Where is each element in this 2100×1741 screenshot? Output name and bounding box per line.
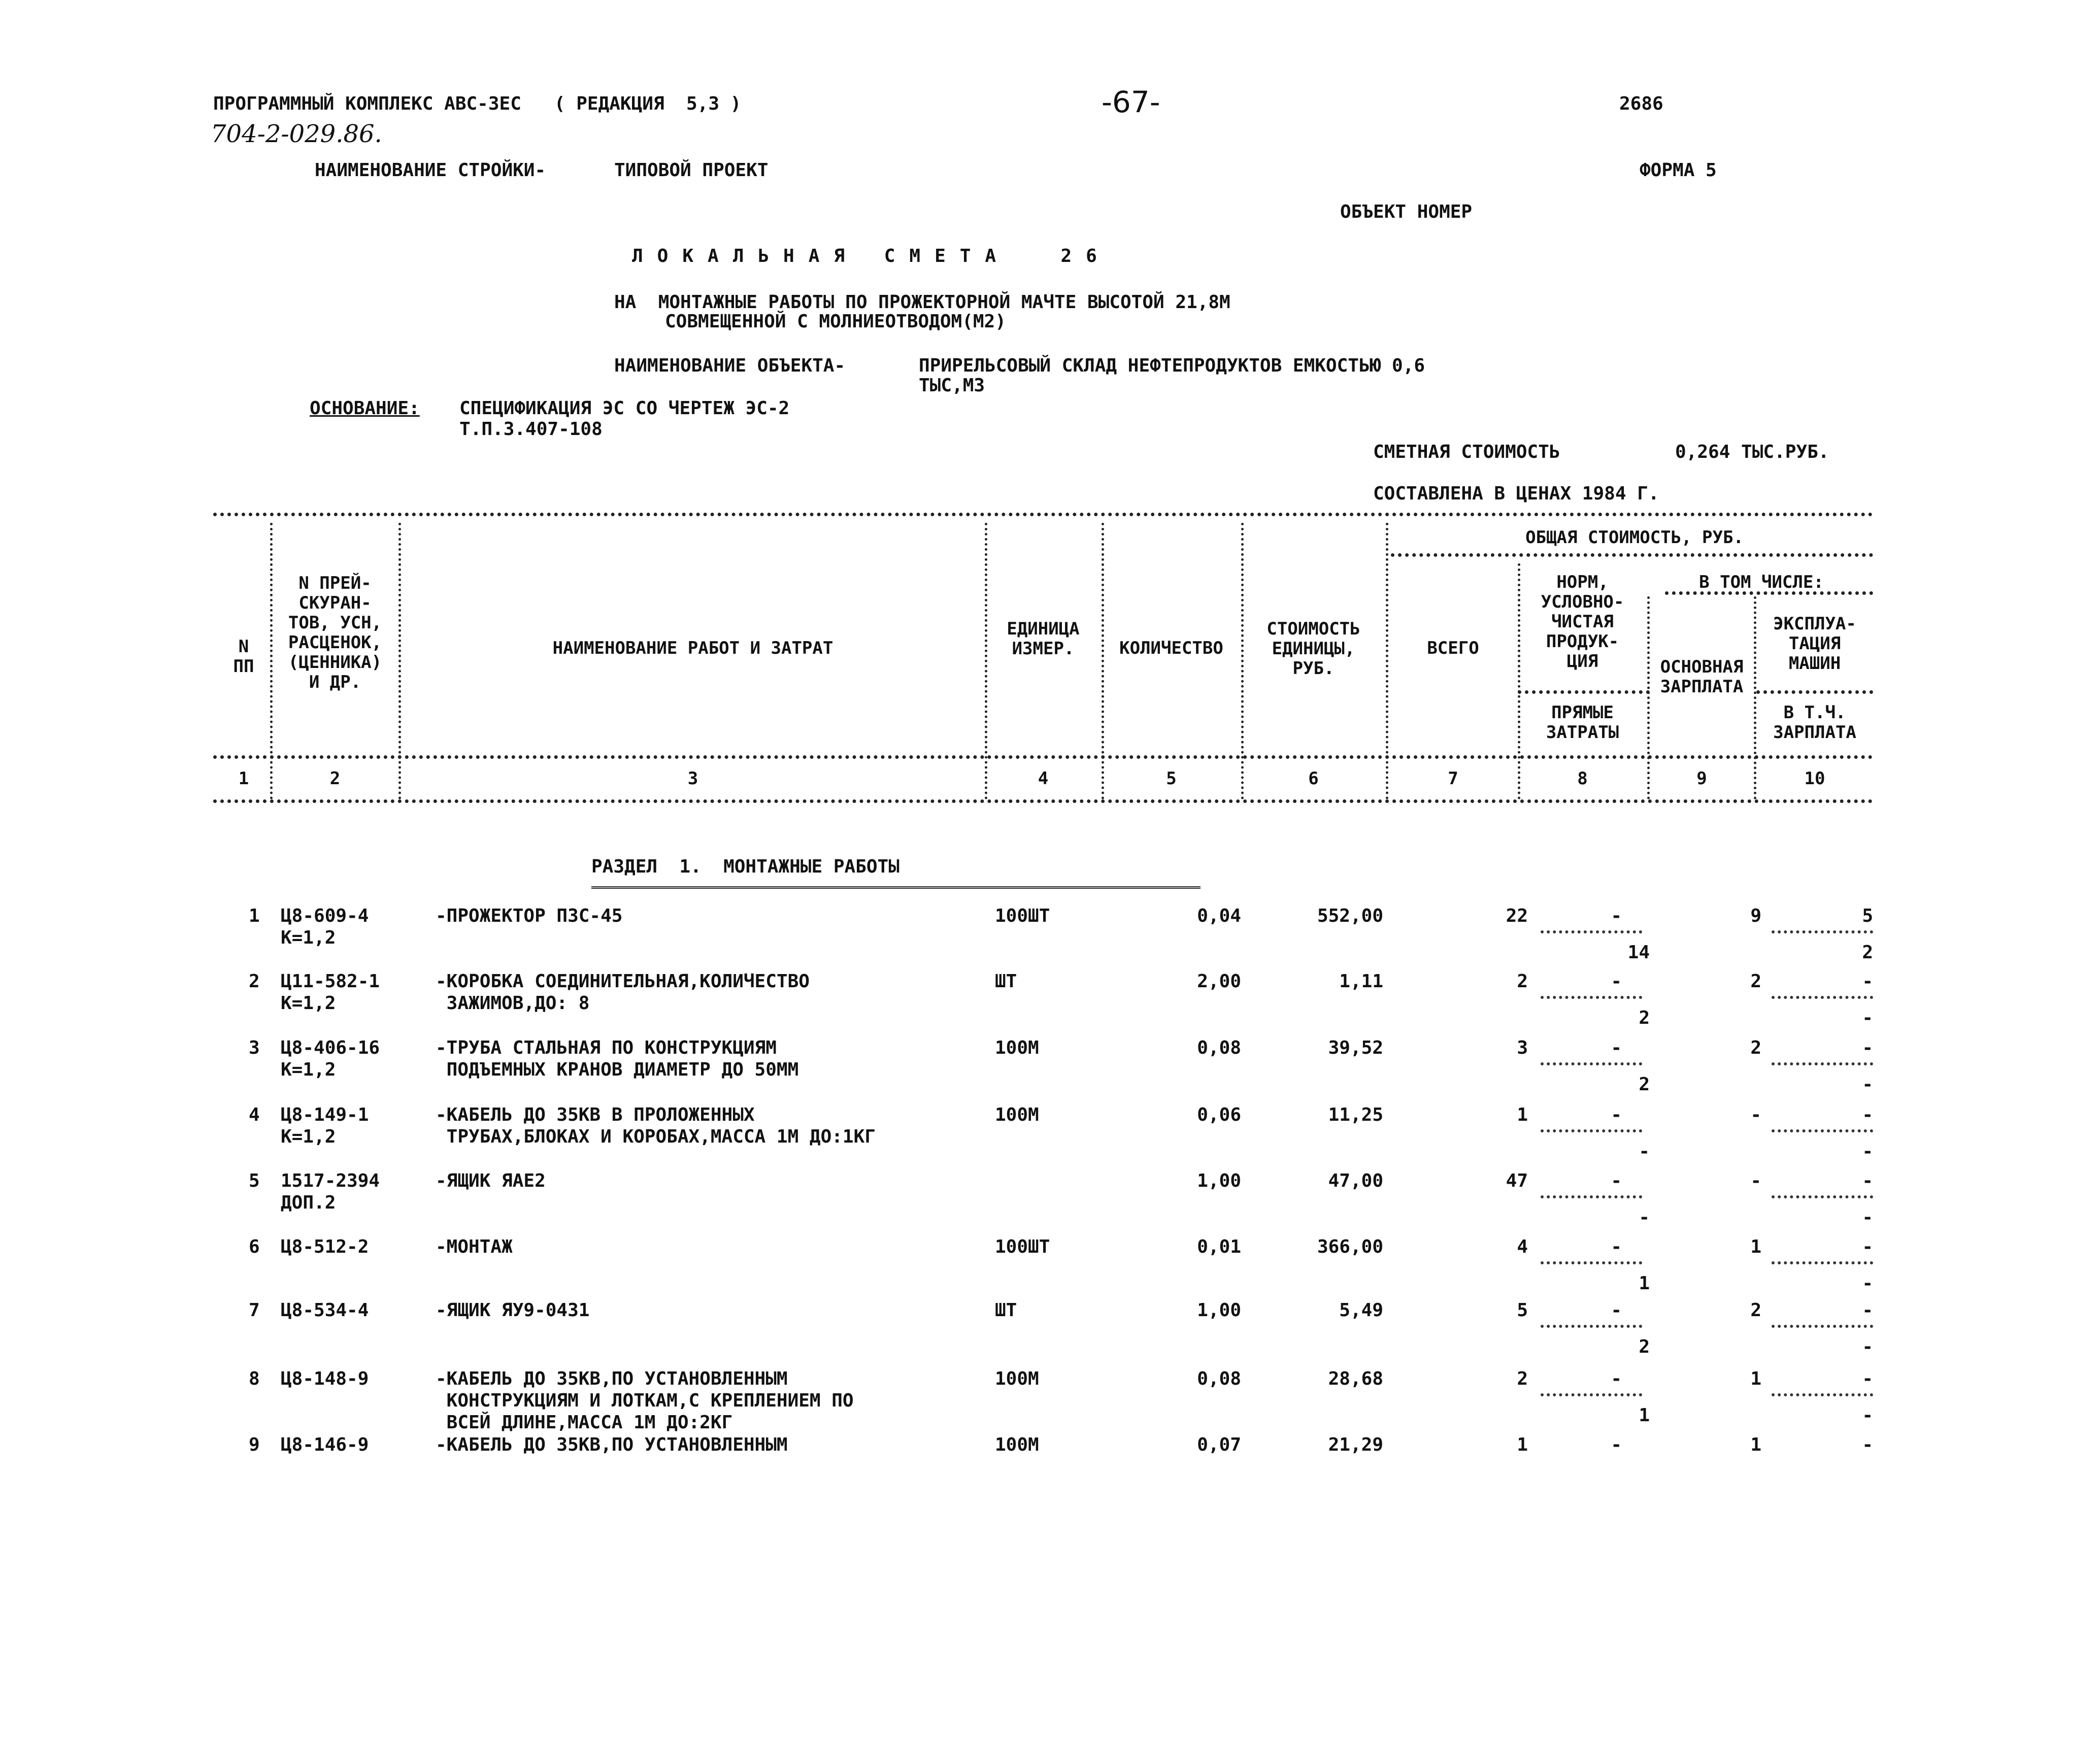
col-number-1: 1 — [238, 768, 249, 789]
row-name: -КАБЕЛЬ ДО 35КВ В ПРОЛОЖЕННЫХ ТРУБАХ,БЛОКАХ И КОРОБАХ,МАССА 1М ДО:1КГ — [436, 1104, 876, 1148]
row-col10-divider — [1772, 996, 1873, 999]
header-col-4: ЕДИНИЦА ИЗМЕР. — [1007, 619, 1080, 659]
row-unit-price: 28,68 — [1328, 1368, 1383, 1389]
row-unit: 100ШТ — [995, 906, 1050, 926]
col-number-10: 10 — [1804, 768, 1825, 789]
form-label: ФОРМА 5 — [1640, 160, 1717, 181]
row-col10-divider — [1772, 1393, 1873, 1396]
row-col10-divider — [1772, 1325, 1873, 1328]
row-col10-divider — [1772, 1195, 1873, 1198]
row-col9: - — [1750, 1170, 1761, 1191]
row-col10: - — [1862, 1037, 1873, 1058]
row-quantity: 2,00 — [1197, 971, 1241, 992]
table-top-rule — [213, 513, 1873, 516]
basis-value-2: Т.П.3.407-108 — [459, 419, 603, 440]
col-sep-4 — [1102, 523, 1104, 799]
row-col8: - — [1611, 971, 1622, 992]
row-name: -ТРУБА СТАЛЬНАЯ ПО КОНСТРУКЦИЯМ ПОДЪЕМНЫХ КРАНОВ ДИАМЕТР ДО 50ММ — [436, 1037, 799, 1081]
row-col10-divider — [1772, 930, 1873, 933]
row-col8-direct: 1 — [1639, 1405, 1650, 1426]
row-quantity: 1,00 — [1197, 1170, 1241, 1191]
estimate-cost-label: СМЕТНАЯ СТОИМОСТЬ — [1373, 442, 1560, 462]
row-code: Ц8-146-9 — [281, 1434, 369, 1455]
row-unit-price: 47,00 — [1328, 1170, 1383, 1191]
col10-split-rule — [1756, 690, 1873, 694]
row-total: 47 — [1506, 1170, 1528, 1191]
row-col10-salary: - — [1862, 1336, 1873, 1357]
row-total: 2 — [1517, 971, 1528, 992]
row-unit-price: 11,25 — [1328, 1104, 1383, 1125]
row-col10-salary: 2 — [1862, 942, 1873, 963]
row-quantity: 0,08 — [1197, 1037, 1241, 1058]
row-col9: - — [1750, 1104, 1761, 1125]
row-unit: 100ШТ — [995, 1236, 1050, 1257]
row-col8-direct: - — [1639, 1207, 1650, 1228]
row-col9: 1 — [1750, 1434, 1761, 1455]
row-name: -КОРОБКА СОЕДИНИТЕЛЬНАЯ,КОЛИЧЕСТВО ЗАЖИМОВ,ДО: 8 — [436, 971, 810, 1014]
row-quantity: 0,01 — [1197, 1236, 1241, 1257]
row-col9: 9 — [1750, 906, 1761, 926]
row-col10: - — [1862, 1236, 1873, 1257]
row-total: 1 — [1517, 1104, 1528, 1125]
row-col9: 1 — [1750, 1368, 1761, 1389]
row-col8-divider — [1541, 930, 1642, 933]
row-col10-salary: - — [1862, 1141, 1873, 1162]
section-underline — [591, 886, 1201, 889]
row-col8: - — [1611, 1104, 1622, 1125]
row-col8-divider — [1541, 1261, 1642, 1264]
row-col8-direct: 1 — [1639, 1273, 1650, 1294]
header-col-9: ОСНОВНАЯ ЗАРПЛАТА — [1660, 657, 1744, 697]
construction-value: ТИПОВОЙ ПРОЕКТ — [614, 160, 769, 181]
basis-value-1: СПЕЦИФИКАЦИЯ ЭС СО ЧЕРТЕЖ ЭС-2 — [459, 398, 790, 419]
row-unit: ШТ — [995, 971, 1017, 992]
object-value-1: ПРИРЕЛЬСОВЫЙ СКЛАД НЕФТЕПРОДУКТОВ ЕМКОСТЬЮ 0,6 — [919, 355, 1425, 376]
row-number: 2 — [249, 971, 260, 992]
row-unit-price: 366,00 — [1317, 1236, 1383, 1257]
header-bottom-rule — [213, 755, 1873, 759]
row-number: 5 — [249, 1170, 260, 1191]
row-col8-divider — [1541, 996, 1642, 999]
row-name: -МОНТАЖ — [436, 1236, 513, 1257]
object-number: ОБЪЕКТ НОМЕР — [1340, 202, 1473, 222]
row-total: 5 — [1517, 1300, 1528, 1321]
row-col8-direct: 14 — [1627, 942, 1650, 963]
col-number-6: 6 — [1308, 768, 1319, 789]
header-col-2: N ПРЕЙ- СКУРАН- ТОВ, УСН, РАСЦЕНОК, (ЦЕННИКА) И ДР. — [288, 573, 382, 693]
header-col-7: ВСЕГО — [1427, 638, 1479, 658]
col-sep-6 — [1386, 523, 1388, 799]
total-group-rule — [1391, 553, 1873, 557]
purpose-line-2: СОВМЕЩЕННОЙ С МОЛНИЕОТВОДОМ(М2) — [665, 311, 1006, 332]
row-col10-divider — [1772, 1062, 1873, 1065]
row-col8: - — [1611, 1300, 1622, 1321]
col-sep-2 — [398, 523, 401, 799]
row-number: 8 — [249, 1368, 260, 1389]
row-col9: 2 — [1750, 1037, 1761, 1058]
row-unit-price: 552,00 — [1317, 906, 1383, 926]
row-col9: 2 — [1750, 971, 1761, 992]
header-col-8-top: НОРМ, УСЛОВНО- ЧИСТАЯ ПРОДУК- ЦИЯ — [1541, 572, 1624, 672]
row-col9: 1 — [1750, 1236, 1761, 1257]
row-col10: - — [1862, 1368, 1873, 1389]
row-col8: - — [1611, 1037, 1622, 1058]
construction-label: НАИМЕНОВАНИЕ СТРОЙКИ- — [315, 160, 546, 181]
row-col8-divider — [1541, 1129, 1642, 1132]
row-col8-direct: 2 — [1639, 1008, 1650, 1028]
row-unit: 100М — [995, 1104, 1039, 1125]
basis-label: ОСНОВАНИЕ: — [310, 398, 420, 419]
row-col10: - — [1862, 1104, 1873, 1125]
row-col8: - — [1611, 1434, 1622, 1455]
row-unit: 100М — [995, 1434, 1039, 1455]
row-name: -КАБЕЛЬ ДО 35КВ,ПО УСТАНОВЛЕННЫМ — [436, 1434, 788, 1455]
header-col-3: НАИМЕНОВАНИЕ РАБОТ И ЗАТРАТ — [552, 638, 834, 658]
row-col10-salary: - — [1862, 1207, 1873, 1228]
row-col10-salary: - — [1862, 1008, 1873, 1028]
row-number: 3 — [249, 1037, 260, 1058]
sheet-code: 2686 — [1619, 93, 1663, 114]
row-code: Ц8-534-4 — [281, 1300, 369, 1321]
col-sep-3 — [985, 523, 987, 799]
col8-split-rule — [1518, 690, 1650, 694]
row-name: -ПРОЖЕКТОР ПЗС-45 — [436, 906, 623, 926]
row-code: Ц8-609-4 К=1,2 — [281, 906, 369, 949]
row-col10-salary: - — [1862, 1074, 1873, 1095]
col-number-9: 9 — [1696, 768, 1707, 789]
row-total: 22 — [1506, 906, 1528, 926]
row-col8: - — [1611, 906, 1622, 926]
row-number: 4 — [249, 1104, 260, 1125]
row-col10: - — [1862, 971, 1873, 992]
row-total: 4 — [1517, 1236, 1528, 1257]
row-name: -ЯЩИК ЯУ9-0431 — [436, 1300, 590, 1321]
estimate-title: ЛОКАЛЬНАЯ СМЕТА 26 — [632, 246, 1111, 266]
row-col9: 2 — [1750, 1300, 1761, 1321]
col-sep-1 — [270, 523, 273, 799]
row-code: Ц8-512-2 — [281, 1236, 369, 1257]
row-col10: 5 — [1862, 906, 1873, 926]
row-unit: 100М — [995, 1368, 1039, 1389]
header-col-6: СТОИМОСТЬ ЕДИНИЦЫ, РУБ. — [1266, 619, 1360, 679]
col-number-7: 7 — [1448, 768, 1458, 789]
row-col10-salary: - — [1862, 1273, 1873, 1294]
row-code: Ц11-582-1 К=1,2 — [281, 971, 380, 1014]
row-col10-salary: - — [1862, 1405, 1873, 1426]
prices-note: СОСТАВЛЕНА В ЦЕНАХ 1984 Г. — [1373, 483, 1659, 504]
header-col-10-bottom: В Т.Ч. ЗАРПЛАТА — [1773, 702, 1856, 743]
row-number: 9 — [249, 1434, 260, 1455]
row-total: 3 — [1517, 1037, 1528, 1058]
row-col8: - — [1611, 1368, 1622, 1389]
header-col-8-bottom: ПРЯМЫЕ ЗАТРАТЫ — [1546, 702, 1619, 743]
object-label: НАИМЕНОВАНИЕ ОБЪЕКТА- — [614, 355, 846, 376]
row-number: 7 — [249, 1300, 260, 1321]
row-col10: - — [1862, 1170, 1873, 1191]
numbers-bottom-rule — [213, 799, 1873, 803]
row-code: 1517-2394 ДОП.2 — [281, 1170, 380, 1214]
header-in-that-number: В ТОМ ЧИСЛЕ: — [1699, 572, 1824, 592]
row-quantity: 0,04 — [1197, 906, 1241, 926]
row-quantity: 0,07 — [1197, 1434, 1241, 1455]
row-code: Ц8-149-1 К=1,2 — [281, 1104, 369, 1148]
row-number: 6 — [249, 1236, 260, 1257]
row-col10-divider — [1772, 1261, 1873, 1264]
row-unit-price: 5,49 — [1339, 1300, 1383, 1321]
row-unit-price: 21,29 — [1328, 1434, 1383, 1455]
header-total-group: ОБЩАЯ СТОИМОСТЬ, РУБ. — [1525, 527, 1744, 548]
header-col-5: КОЛИЧЕСТВО — [1119, 638, 1223, 658]
row-number: 1 — [249, 906, 260, 926]
row-col10: - — [1862, 1300, 1873, 1321]
col-number-8: 8 — [1577, 768, 1588, 789]
row-unit-price: 39,52 — [1328, 1037, 1383, 1058]
row-quantity: 1,00 — [1197, 1300, 1241, 1321]
row-col8-direct: 2 — [1639, 1336, 1650, 1357]
row-unit: 100М — [995, 1037, 1039, 1058]
row-total: 1 — [1517, 1434, 1528, 1455]
row-col8: - — [1611, 1236, 1622, 1257]
row-unit-price: 1,11 — [1339, 971, 1383, 992]
row-col8: - — [1611, 1170, 1622, 1191]
row-col8-direct: 2 — [1639, 1074, 1650, 1095]
purpose-line-1: НА МОНТАЖНЫЕ РАБОТЫ ПО ПРОЖЕКТОРНОЙ МАЧТЕ ВЫСОТОЙ 21,8М — [614, 292, 1230, 313]
col-number-3: 3 — [687, 768, 698, 789]
row-col10-divider — [1772, 1129, 1873, 1132]
row-col8-divider — [1541, 1325, 1642, 1328]
row-total: 2 — [1517, 1368, 1528, 1389]
col-number-4: 4 — [1038, 768, 1049, 789]
program-line: ПРОГРАММНЫЙ КОМПЛЕКС АВС-3ЕС ( РЕДАКЦИЯ 5,3 ) — [213, 93, 742, 114]
row-code: Ц8-148-9 — [281, 1368, 369, 1389]
page-number: -67- — [1102, 85, 1160, 119]
col-number-5: 5 — [1166, 768, 1177, 789]
row-col8-divider — [1541, 1195, 1642, 1198]
row-col10: - — [1862, 1434, 1873, 1455]
section-title: РАЗДЕЛ 1. МОНТАЖНЫЕ РАБОТЫ — [591, 856, 899, 877]
row-code: Ц8-406-16 К=1,2 — [281, 1037, 380, 1081]
header-col-1: N ПП — [233, 637, 254, 677]
row-col8-direct: - — [1639, 1141, 1650, 1162]
handwritten-code: 704-2-029.86. — [211, 120, 382, 148]
estimate-cost-value: 0,264 ТЫС.РУБ. — [1675, 442, 1829, 462]
row-col8-divider — [1541, 1062, 1642, 1065]
object-value-2: ТЫС,М3 — [919, 375, 985, 396]
row-name: -ЯЩИК ЯАЕ2 — [436, 1170, 546, 1191]
row-unit: ШТ — [995, 1300, 1017, 1321]
col-number-2: 2 — [329, 768, 341, 789]
row-quantity: 0,08 — [1197, 1368, 1241, 1389]
row-name: -КАБЕЛЬ ДО 35КВ,ПО УСТАНОВЛЕННЫМ КОНСТРУКЦИЯМ И ЛОТКАМ,С КРЕПЛЕНИЕМ ПО ВСЕЙ ДЛИНЕ,МАССА 1М ДО:2КГ — [436, 1368, 854, 1433]
row-quantity: 0,06 — [1197, 1104, 1241, 1125]
row-col8-divider — [1541, 1393, 1642, 1396]
header-col-10-top: ЭКСПЛУА- ТАЦИЯ МАШИН — [1773, 614, 1856, 674]
